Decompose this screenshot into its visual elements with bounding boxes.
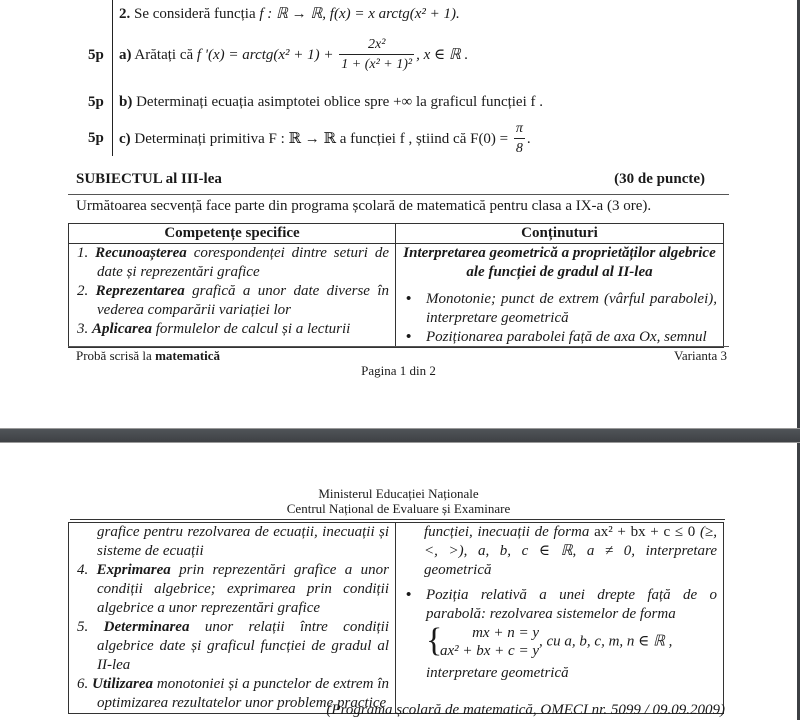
footer-subject: matematică <box>155 348 221 363</box>
part-b-text: Determinați ecuația asimptotei oblice spre +∞ la graficul funcției f . <box>132 94 544 110</box>
part-c-label: c) <box>119 130 131 147</box>
content-bullet <box>396 586 723 683</box>
part-a-label: a) <box>119 46 132 63</box>
competenta-item-2 <box>69 282 395 320</box>
fraction-numerator: 2x² <box>339 36 414 55</box>
page-number: Pagina 1 din 2 <box>361 363 436 378</box>
footer-text: Probă scrisă la <box>76 348 156 363</box>
part-a-formula: f '(x) = arctg(x² + 1) + <box>196 46 338 63</box>
page-separator <box>0 428 800 443</box>
content-text: funcției, inecuații de forma <box>424 524 595 540</box>
footer-rule <box>68 346 729 347</box>
curriculum-table-page1 <box>68 223 724 348</box>
problem-2-statement <box>119 4 460 23</box>
content-continuation <box>396 523 723 580</box>
item-text: formulelor de calcul și a lecturii <box>152 321 351 337</box>
item-keyword: Reprezentarea <box>95 283 185 299</box>
footer-left <box>76 348 220 364</box>
problem-intro-text: Se consideră funcția <box>130 6 260 22</box>
subject-intro: Următoarea secvență face parte din programa școlară de matematică pentru clasa a IX-a (3 ore). <box>76 198 652 214</box>
part-a-text: Arătați că <box>131 46 197 63</box>
table-row <box>69 523 724 714</box>
points-column-divider <box>112 0 113 156</box>
item-text: monotoniei și a punctelor de extrem în optimizarea rezultatelor unor probleme practice <box>97 676 389 711</box>
points-b: 5p <box>88 94 104 110</box>
content-text: Poziția relativă a unei drepte față de o parabolă: rezolvarea sistemelor de forma <box>426 587 717 622</box>
header-continuturi: Conținuturi <box>396 224 724 244</box>
part-a <box>119 36 468 75</box>
fraction-denominator: 8 <box>515 141 523 156</box>
system-row-1: mx + n = y <box>472 625 539 641</box>
part-b-label: b) <box>119 94 133 110</box>
header-competente: Competențe specifice <box>69 224 396 244</box>
competenta-item-4 <box>69 561 395 618</box>
item-number: 2. <box>77 283 89 299</box>
system-row-2: ax² + bx + c = y <box>440 643 539 659</box>
pdf-page-2 <box>0 443 800 720</box>
part-b <box>119 94 543 111</box>
brace-icon: { <box>426 622 443 659</box>
source-citation: (Programa școlară de matematică, OMECI nr. 5099 / 09.09.2009) <box>326 702 725 718</box>
competenta-continuation: grafice pentru rezolvarea de ecuații, inecuații și sisteme de ecuații <box>97 524 389 559</box>
problem-number: 2. <box>119 6 131 22</box>
content-bullet: • Poziționarea parabolei față de axa Ox, semnul <box>396 328 723 347</box>
item-number: 5. <box>77 619 89 635</box>
subject-title: SUBIECTUL al III-lea <box>76 171 222 187</box>
equation-system <box>426 624 539 660</box>
competenta-item-1 <box>69 244 395 282</box>
continuturi-cell <box>396 244 724 348</box>
content-text: interpretare geometrică <box>424 543 717 578</box>
header-ministry: Ministerul Educației Naționale <box>318 486 479 501</box>
footer-variant: Varianta 3 <box>673 348 727 363</box>
system-tail: , cu a, b, c, m, n ∈ ℝ , <box>539 633 673 650</box>
curriculum-table-page2 <box>68 522 724 714</box>
item-text: grafică a unor date diverse în vederea comparării variației lor <box>97 283 389 318</box>
subject-rule <box>68 194 729 195</box>
item-number: 6. <box>77 676 89 692</box>
table-header-row <box>69 224 724 244</box>
item-text: corespondenței dintre seturi de date și reprezentări grafice <box>97 245 390 280</box>
points-c: 5p <box>88 130 104 146</box>
item-keyword: Recunoașterea <box>95 245 187 261</box>
part-c-tail: . <box>526 130 531 147</box>
item-keyword: Utilizarea <box>92 676 154 692</box>
content-formula: (≥, <, >), a, b, c ∈ ℝ, a ≠ 0, <box>424 524 717 559</box>
part-c-fraction <box>514 120 525 159</box>
table-row <box>69 244 724 348</box>
part-a-formula-tail: , x ∈ ℝ . <box>416 46 469 63</box>
part-c-text: Determinați primitiva F : ℝ → ℝ a funcției f , știind că F(0) = <box>130 130 512 147</box>
fraction-numerator: π <box>514 120 525 139</box>
header-center: Centrul Național de Evaluare și Examinare <box>286 501 511 516</box>
fraction-denominator: 1 + (x² + 1)² <box>341 57 413 72</box>
item-text: unor relații între condiții algebrice date și graficul funcției de gradul al II-lea <box>97 619 389 673</box>
inequality-formula: ax² + bx + c ≤ 0 <box>594 524 696 540</box>
part-a-fraction <box>339 36 414 75</box>
subject-points: (30 de puncte) <box>614 171 705 187</box>
content-title: Interpretarea geometrică a proprietăților algebrice ale funcției de gradul al II-lea <box>403 245 716 280</box>
function-definition: f : ℝ → ℝ, f(x) = x arctg(x² + 1). <box>259 6 460 22</box>
continuturi-cell <box>396 523 724 714</box>
content-text: interpretare geometrică <box>426 665 569 681</box>
competente-cell <box>69 244 396 348</box>
competente-cell <box>69 523 396 714</box>
header-rule <box>70 519 725 520</box>
points-a: 5p <box>88 47 104 63</box>
content-bullet: • Monotonie; punct de extrem (vârful parabolei), interpretare geometrică <box>396 290 723 328</box>
part-c <box>119 120 531 159</box>
competenta-item-5 <box>69 618 395 675</box>
item-number: 4. <box>77 562 89 578</box>
item-number: 3. <box>77 321 89 337</box>
item-keyword: Determinarea <box>103 619 190 635</box>
item-number: 1. <box>77 245 89 261</box>
item-text: prin reprezentări grafice a unor condiții algebrice; exprimarea prin condiții algebrice a unor reprezentări grafice <box>97 562 390 616</box>
competenta-item-3 <box>69 320 395 339</box>
item-keyword: Aplicarea <box>92 321 152 337</box>
item-keyword: Exprimarea <box>96 562 171 578</box>
